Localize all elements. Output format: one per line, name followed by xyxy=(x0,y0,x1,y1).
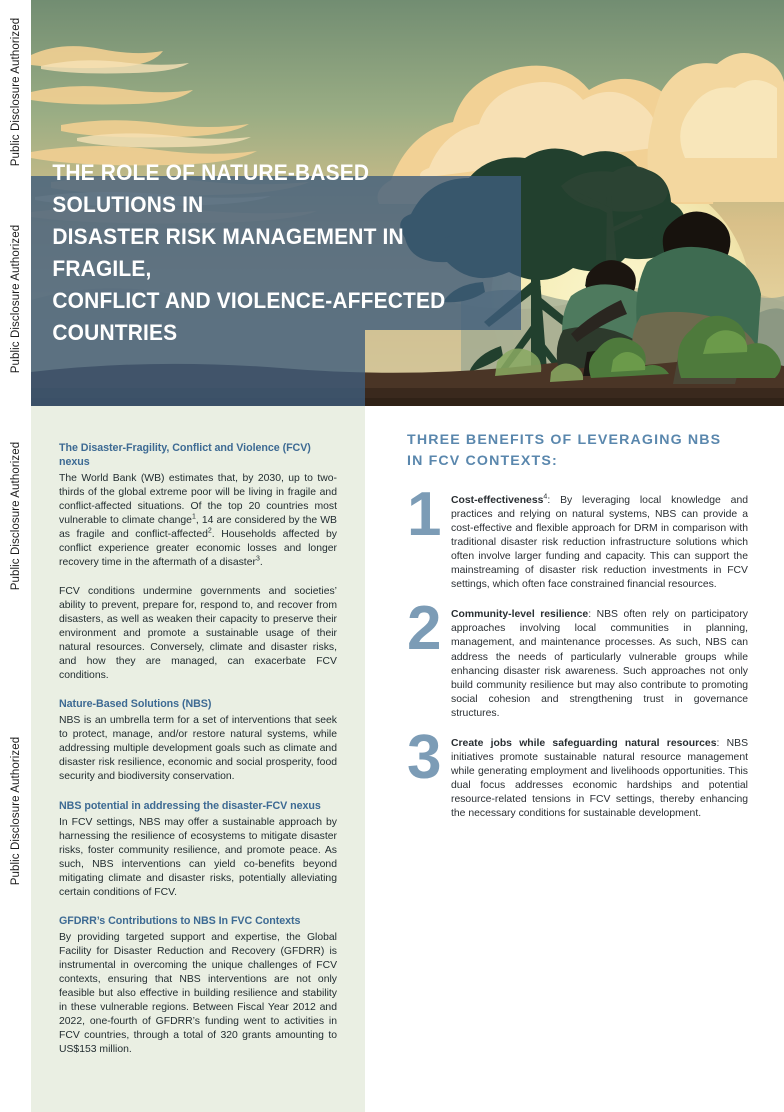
right-benefits-column xyxy=(365,406,784,1112)
section-body-fcv-nexus xyxy=(59,472,337,570)
page-title-line-1: THE ROLE OF NATURE-BASED SOLUTIONS IN xyxy=(52,160,370,218)
section-body-gfdrr-contributions: By providing targeted support and expertise, the Global Facility for Disaster Reduction and Recovery (GFDRR) is instrumental in overcoming the unique challenges of FCV contexts, ensuring that NBS interventions are not only feasible but also effective in building resilience and stability in these vulnerable regions. Between Fiscal Year 2012 and 2022, one-fourth of GFDRR’s funding went to activities in FCV countries, through a total of 320 grants amounting to US$153 million. xyxy=(59,932,337,1056)
footnote-ref-4: 4 xyxy=(543,493,548,501)
section-heading-gfdrr-contributions: GFDRR’s Contributions to NBS In FVC Contexts xyxy=(59,915,301,928)
benefit-lead-3: Create jobs while safeguarding natural resources xyxy=(451,737,717,749)
benefit-body-text-2: : NBS often rely on participatory approaches involving local communities in planning, management, and maintenance processes. As such, NBS can address the needs of particularly vulnerable groups while enhancing disaster risk awareness. Such approaches not only build community resilience but may also contribute to promoting social cohesion and strengthening trust in governance structures. xyxy=(451,609,748,719)
benefit-body-text-3: : NBS initiatives promote sustainable natural resource management while generating employment and livelihoods opportunities. This dual focus addresses economic hardships and potential resource-related tensions in FCV settings, thereby enhancing the necessary conditions for sustainable development. xyxy=(451,737,749,819)
benefit-number-1: 1 xyxy=(407,480,441,550)
disclosure-label: Public Disclosure Authorized xyxy=(9,736,22,886)
section-heading-nbs-potential: NBS potential in addressing the disaster-FCV nexus xyxy=(59,799,321,812)
public-disclosure-margin xyxy=(0,0,31,1112)
benefit-item-1 xyxy=(407,480,748,592)
page-title-line-2: DISASTER RISK MANAGEMENT IN FRAGILE, xyxy=(52,224,404,281)
benefits-heading-line-2: IN FCV CONTEXTS: xyxy=(407,453,558,470)
benefits-heading xyxy=(407,430,748,472)
benefit-number-3: 3 xyxy=(407,722,441,792)
disclosure-label: Public Disclosure Authorized xyxy=(9,441,22,591)
section-heading-fcv-nexus: The Disaster-Fragility, Conflict and Violence (FCV) nexus xyxy=(59,442,311,469)
benefit-body-2 xyxy=(451,608,748,720)
benefit-lead-1: Cost-effectiveness xyxy=(451,495,544,507)
section-body-fcv-conditions: FCV conditions undermine governments and societies’ ability to prevent, prepare for, respond to, and recover from disasters, as well as weaken their capacity to preserve their environment and promote a sustainable usage of their natural resources. Conversely, climate and disaster risks, and how they are managed, can exacerbate FCV conditions. xyxy=(59,585,337,681)
section-heading-nbs: Nature-Based Solutions (NBS) xyxy=(59,698,212,711)
benefit-body-1 xyxy=(451,494,748,592)
benefit-lead-2: Community-level resilience xyxy=(451,609,589,621)
benefits-heading-line-1: THREE BENEFITS OF LEVERAGING NBS xyxy=(407,432,722,448)
disclosure-label: Public Disclosure Authorized xyxy=(9,17,22,167)
footnote-ref-3: 3 xyxy=(255,555,260,563)
section-body-nbs-potential: In FCV settings, NBS may offer a sustainable approach by harnessing the resilience of ecosystems to mitigate disaster risks, foster community resilience, and promote peace. As such, NBS interventions can yield co-benefits beyond mitigating climate and disaster risks, potentially alleviating certain conditions of FCV. xyxy=(59,816,337,898)
fcv-body-mid: , 14 are considered by the WB as fragile and conflict-affected xyxy=(59,515,337,541)
title-panel xyxy=(31,160,521,345)
page-title xyxy=(31,157,487,349)
page-title-line-3: CONFLICT AND VIOLENCE-AFFECTED COUNTRIES xyxy=(52,287,446,345)
benefit-body-3 xyxy=(451,737,748,821)
section-body-nbs: NBS is an umbrella term for a set of interventions that seek to protect, manage, and/or restore natural systems, while addressing multiple development goals such as climate and disaster risk resilience, economic and social prosperity, food security and biodiversity conservation. xyxy=(59,715,337,783)
footnote-ref-2: 2 xyxy=(207,527,212,535)
disclosure-label: Public Disclosure Authorized xyxy=(9,224,22,374)
benefit-item-3 xyxy=(407,722,749,821)
benefit-item-2 xyxy=(407,594,748,720)
fcv-body-mid2: . Households affected by conflict experience greater economic losses and longer recovery time in the aftermath of a disaster xyxy=(59,529,338,569)
footnote-ref-1: 1 xyxy=(191,513,196,521)
benefit-number-2: 2 xyxy=(407,594,441,664)
fcv-body-end: . xyxy=(259,557,263,569)
benefit-body-text-1: : By leveraging local knowledge and practices and relying on natural systems, NBS can provide a cost-effective and flexible approach for DRM in comparison with traditional disaster risk reduction infrastructure solutions which often involve larger funding and capacity. This can support the mainstreaming of disaster risk reduction investments in FCV settings, which often face constrained financial resources. xyxy=(451,495,748,591)
left-text-column xyxy=(31,406,365,1112)
fcv-body-pre: The World Bank (WB) estimates that, by 2030, up to two-thirds of the global extreme poor will be living in fragile and conflict-affected situations. Of the top 20 countries most vulnerable to climate change xyxy=(59,473,337,527)
